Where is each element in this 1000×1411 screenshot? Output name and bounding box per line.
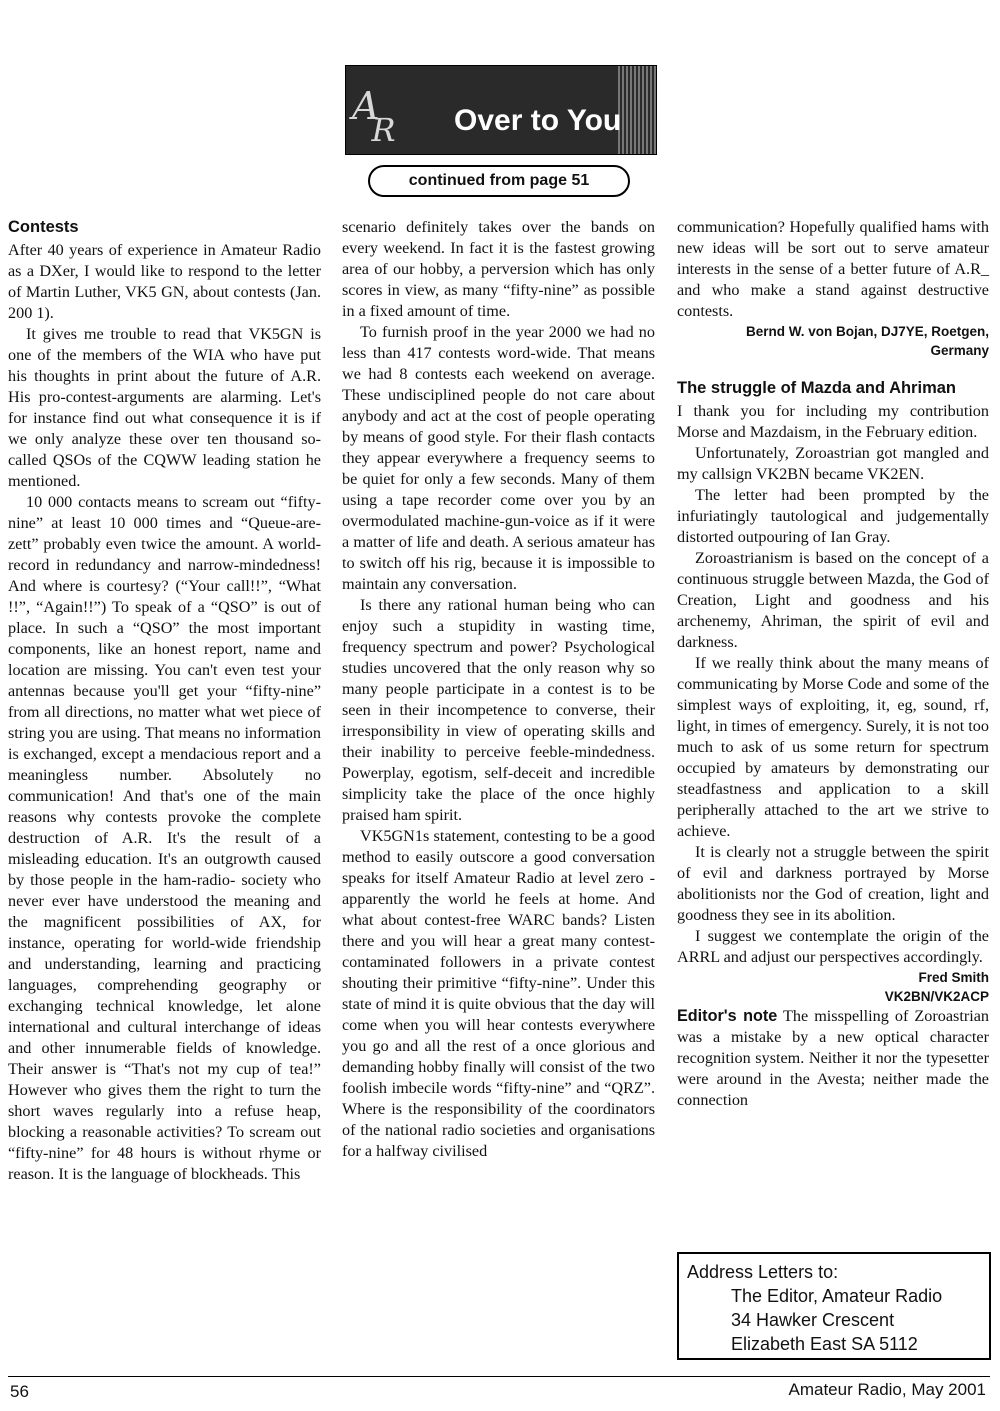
continued-label: continued from page 51 <box>368 165 630 197</box>
signature-line: Bernd W. von Bojan, DJ7YE, Roetgen, <box>745 324 989 339</box>
signature-line: Germany <box>930 343 989 358</box>
ar-logo <box>352 84 422 148</box>
contests-heading: Contests <box>8 218 79 236</box>
paragraph: communication? Hopefully qualified hams with new ideas will be sort out to serve amateur interests in the sense of a better future of A.R_ and who make a stand against destructive contests. <box>677 218 989 320</box>
banner-stripe <box>616 66 656 154</box>
column-3 <box>677 217 989 1111</box>
publication-footer: Amateur Radio, May 2001 <box>788 1380 986 1399</box>
address-line: Elizabeth East SA 5112 <box>731 1334 918 1354</box>
paragraph: If we really think about the many means of communicating by Morse Code and some of the simplest ways of exploiting, it, eg, sound, rf, light, in times of emergency. Surely, it is not too much to ask of us some return for spectrum occupied by amateurs by demonstrating our steadfastness and application to a skill peripherally attached to the art we strive to achieve. <box>677 654 989 840</box>
address-line: The Editor, Amateur Radio <box>731 1286 943 1306</box>
signature-smith <box>677 968 989 1006</box>
address-heading: Address Letters to: <box>687 1262 839 1282</box>
editors-note-text: The misspelling of Zoroastrian was a mistake by a new optical character recognition system. Neither it nor the typesetter were around in the Avesta; neither made the connection <box>677 1007 989 1109</box>
paragraph: I thank you for including my contribution Morse and Mazdaism, in the February edition. <box>677 402 989 441</box>
editors-note-label: Editor's note <box>677 1007 778 1025</box>
address-line: 34 Hawker Crescent <box>731 1310 895 1330</box>
paragraph: It is clearly not a struggle between the spirit of evil and darkness portrayed by Morse abolitionists nor the God of creation, light and goodness they see in its abolition. <box>677 843 989 924</box>
section-banner <box>345 65 657 155</box>
paragraph: It gives me trouble to read that VK5GN is one of the members of the WIA who have put his thoughts in print about the future of A.R. His pro-contest-arguments are alarming. Let's for instance find out what consequence it is if we only analyze these over ten thousand so-called QSOs of the CQWW leading station he mentioned. <box>8 325 321 490</box>
page-number: 56 <box>10 1382 29 1401</box>
column-1 <box>8 217 321 1185</box>
editors-note <box>677 1006 989 1111</box>
paragraph: 10 000 contacts means to scream out “fifty-nine” at least 10 000 times and “Queue-are-zett” probably even twice the amount. A world-record in redundancy and narrow-mindedness! And where is courtesy? (“Your call!!”, “What !!”, “Again!!”) To speak of a “QSO” is out of place. In such a “QSO” the most important components, like an honest report, name and location are missing. You can't even test your antennas because you'll get your “fifty-nine” from all directions, no matter what wet piece of string you are using. That means no information is exchanged, except a mendacious report and a meaningless number. Absolutely no communication! And that's one of the main reasons why contests provoke the complete destruction of A.R. It's the result of a misleading education. It's an outgrowth caused by those people in the ham-radio- society who never ever have understood the meaning and the magnificent possibilities of AX, for instance, operating for world-wide friendship and understanding, learning and practicing languages, comprehending geography or exchanging technical knowledge, let alone international and cultural interchange of ideas and other innumerable fields of knowledge. Their answer is “That's not my cup of tea!” However who gives them the right to turn the short waves regularly into a refuse heap, blocking a reasonable activities? To scream out “fifty-nine” for 48 hours is without rhyme or reason. It is the language of blockheads. This <box>8 493 321 1183</box>
section-title: Over to You <box>454 104 622 137</box>
paragraph: After 40 years of experience in Amateur Radio as a DXer, I would like to respond to the letter of Martin Luther, VK5 GN, about contests (Jan. 200 1). <box>8 241 321 322</box>
signature-line: Fred Smith <box>918 970 989 985</box>
column-2 <box>342 217 655 1162</box>
paragraph: The letter had been prompted by the infuriatingly tautological and judgementally distorted outpouring of Ian Gray. <box>677 486 989 546</box>
paragraph: Zoroastrianism is based on the concept of a continuous struggle between Mazda, the God of Creation, Light and goodness and his archenemy, Ahriman, the spirit of evil and darkness. <box>677 549 989 651</box>
paragraph: To furnish proof in the year 2000 we had no less than 417 contests word-wide. That means we had 8 contests each weekend on average. These undisciplined people do not care about anybody and act at the cost of people operating by means of good style. For their flash contacts they appear everywhere a frequency seems to be quiet for only a few seconds. Many of them using a tape recorder come over you by an overmodulated machine-gun-voice as if it were a matter of life and death. A serious amateur has to switch off his rig, because it is impossible to maintain any conversation. <box>342 323 655 593</box>
signature-line: VK2BN/VK2ACP <box>884 989 989 1004</box>
logo-letter-r: R <box>371 111 392 149</box>
paragraph: Unfortunately, Zoroastrian got mangled and my callsign VK2BN became VK2EN. <box>677 444 989 483</box>
paragraph: Is there any rational human being who can enjoy such a stupidity in wasting time, frequency spectrum and power? Psychological studies uncovered that the only reason why so many people participate in a contest is to be seen in their incompetence to converse, their irresponsibility in view of operating skills and their inability to perceive feeble-mindedness. Powerplay, egotism, self-deceit and incredible simplicity take the place of the once highly praised ham spirit. <box>342 596 655 824</box>
logo-letter-a: A <box>352 84 376 128</box>
paragraph: scenario definitely takes over the bands on every weekend. In fact it is the fastest growing area of our hobby, a perversion which has only scores in view, as many “fifty-nine” as possible in a fixed amount of time. <box>342 218 655 320</box>
address-box <box>677 1252 991 1360</box>
footer-rule <box>8 1376 990 1377</box>
signature-bojan <box>677 322 989 360</box>
paragraph: VK5GN1s statement, contesting to be a good method to easily outscore a good conversation speaks for itself Amateur Radio at level zero - apparently the world he feels at home. And what about contest-free WARC bands? Listen there and you will hear a great many contest-contaminated followers in a private contest shouting their primitive “fifty-nine”. Under this state of mind it is quite obvious that the day will come when you will hear contests everywhere you go and all the rest of a once glorious and demanding hobby finally will consist of the two foolish imbecile words “fifty-nine” and “QRZ”. Where is the responsibility of the coordinators of the national radio societies and organisations for a halfway civilised <box>342 827 655 1160</box>
mazda-heading: The struggle of Mazda and Ahriman <box>677 379 956 397</box>
paragraph: I suggest we contemplate the origin of the ARRL and adjust our perspectives accordingly. <box>677 927 989 966</box>
